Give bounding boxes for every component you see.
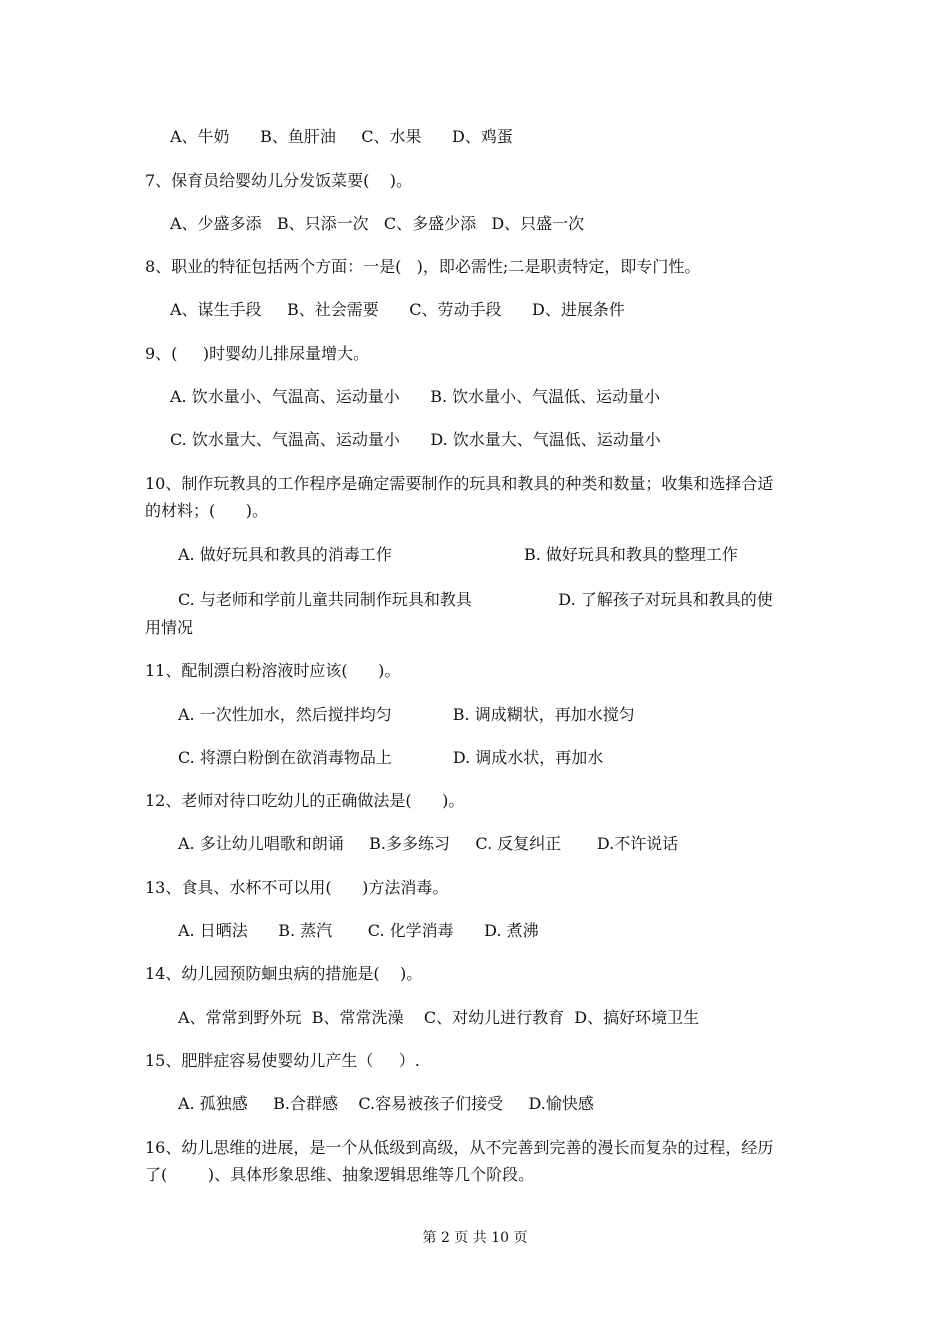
q7-question: 7、保育员给婴幼儿分发饭菜要( )。 xyxy=(145,171,413,190)
q10-options-cd: C. 与老师和学前儿童共同制作玩具和教具 D. 了解孩子对玩具和教具的使 xyxy=(178,590,773,609)
page-number-footer: 第 2 页 共 10 页 xyxy=(422,1230,528,1246)
q12-question: 12、老师对待口吃幼儿的正确做法是( )。 xyxy=(145,791,465,810)
q13-options: A. 日晒法 B. 蒸汽 C. 化学消毒 D. 煮沸 xyxy=(178,921,539,940)
q10-options-ab: A. 做好玩具和教具的消毒工作 B. 做好玩具和教具的整理工作 xyxy=(178,545,738,564)
q14-options: A、常常到野外玩 B、常常洗澡 C、对幼儿进行教育 D、搞好环境卫生 xyxy=(178,1008,700,1027)
q8-options: A、谋生手段 B、社会需要 C、劳动手段 D、进展条件 xyxy=(170,300,625,319)
q15-options: A. 孤独感 B.合群感 C.容易被孩子们接受 D.愉快感 xyxy=(178,1094,594,1113)
q8-question: 8、职业的特征包括两个方面：一是( )，即必需性;二是职责特定，即专门性。 xyxy=(145,257,701,276)
q13-question: 13、食具、水杯不可以用( )方法消毒。 xyxy=(145,878,449,897)
q15-question: 15、肥胖症容易使婴幼儿产生（ ）. xyxy=(145,1051,420,1070)
q14-question: 14、幼儿园预防蛔虫病的措施是( )。 xyxy=(145,964,423,983)
q11-question: 11、配制漂白粉溶液时应该( )。 xyxy=(145,661,401,680)
q10-options-cd-wrap: 用情况 xyxy=(145,618,194,637)
q9-options-cd: C. 饮水量大、气温高、运动量小 D. 饮水量大、气温低、运动量小 xyxy=(170,430,661,449)
q9-options-ab: A. 饮水量小、气温高、运动量小 B. 饮水量小、气温低、运动量小 xyxy=(170,387,661,406)
q11-options-ab: A. 一次性加水，然后搅拌均匀 B. 调成糊状，再加水搅匀 xyxy=(178,705,635,724)
q6-options: A、牛奶 B、鱼肝油 C、水果 D、鸡蛋 xyxy=(170,127,513,146)
q16-question-line2: 了( )、具体形象思维、抽象逻辑思维等几个阶段。 xyxy=(145,1165,535,1184)
q12-options: A. 多让幼儿唱歌和朗诵 B.多多练习 C. 反复纠正 D.不许说话 xyxy=(178,834,679,853)
q9-question: 9、( )时婴幼儿排尿量增大。 xyxy=(145,344,370,363)
q11-options-cd: C. 将漂白粉倒在欲消毒物品上 D. 调成水状，再加水 xyxy=(178,748,604,767)
q16-question-line1: 16、幼儿思维的进展，是一个从低级到高级，从不完善到完善的漫长而复杂的过程，经历 xyxy=(145,1138,774,1157)
q10-question-line2: 的材料；( )。 xyxy=(145,501,269,520)
q7-options: A、少盛多添 B、只添一次 C、多盛少添 D、只盛一次 xyxy=(170,214,585,233)
q10-question-line1: 10、制作玩教具的工作程序是确定需要制作的玩具和教具的种类和数量；收集和选择合适 xyxy=(145,474,774,493)
